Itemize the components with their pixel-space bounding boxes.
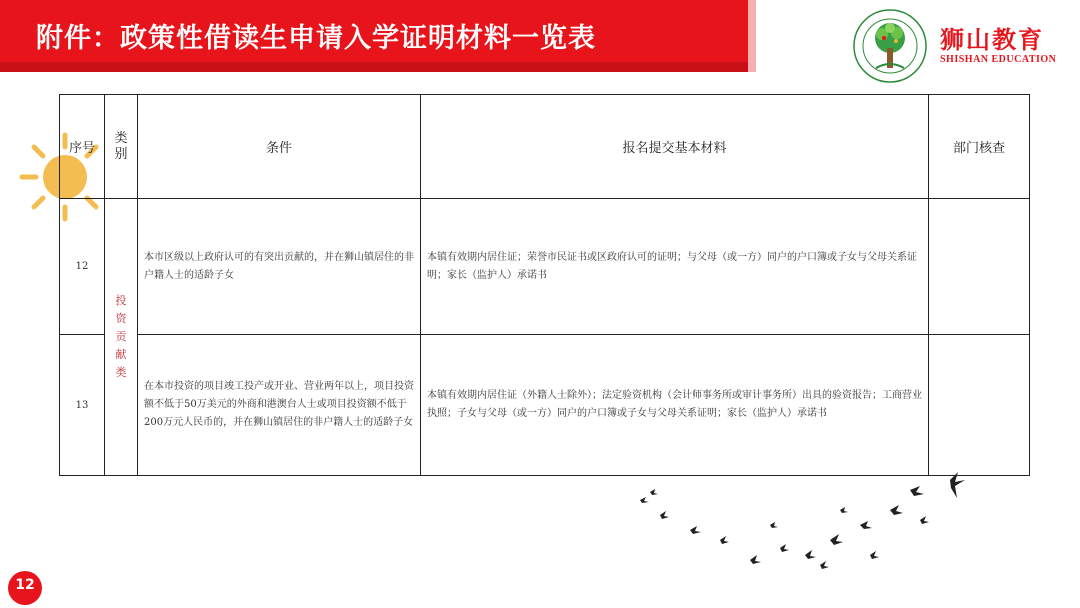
page-number: 12 [15,577,35,593]
page-title: 附件：政策性借读生申请入学证明材料一览表 [36,23,596,54]
category-label: 投资贡献类 [115,294,127,379]
materials-table [59,94,1030,476]
row-index: 12 [60,199,105,335]
header-condition: 条件 [138,95,421,199]
row-review [929,335,1030,476]
header-stripe [748,0,756,72]
row-review [929,199,1030,335]
category-cell [105,199,138,476]
header-materials: 报名提交基本材料 [421,95,929,199]
table-row [60,335,1030,476]
row-condition: 本市区级以上政府认可的有突出贡献的，并在狮山镇居住的非户籍人士的适龄子女 [138,199,421,335]
row-materials: 本镇有效期内居住证；荣誉市民证书或区政府认可的证明；与父母（或一方）同户的户口簿或子女与父母关系证明；家长（监护人）承诺书 [421,199,929,335]
shishan-logo-icon [852,8,928,84]
table-header-row [60,95,1030,199]
birds-decoration-icon [590,470,990,580]
header-category: 类别 [105,95,138,199]
row-materials: 本镇有效期内居住证（外籍人士除外）；法定验资机构（会计师事务所或审计事务所）出具的验资报告；工商营业执照；子女与父母（或一方）同户的户口簿或子女与父母关系证明；家长（监护人）承诺书 [421,335,929,476]
header-review: 部门核查 [929,95,1030,199]
table-row [60,199,1030,335]
brand-name-en: SHISHAN EDUCATION [940,54,1057,65]
brand-name-cn: 狮山教育 [940,25,1044,54]
row-index: 13 [60,335,105,476]
row-condition: 在本市投资的项目竣工投产或开业、营业两年以上，项目投资额不低于50万美元的外商和港澳台人士或项目投资额不低于200万元人民币的，并在狮山镇居住的非户籍人士的适龄子女 [138,335,421,476]
header-index: 序号 [60,95,105,199]
